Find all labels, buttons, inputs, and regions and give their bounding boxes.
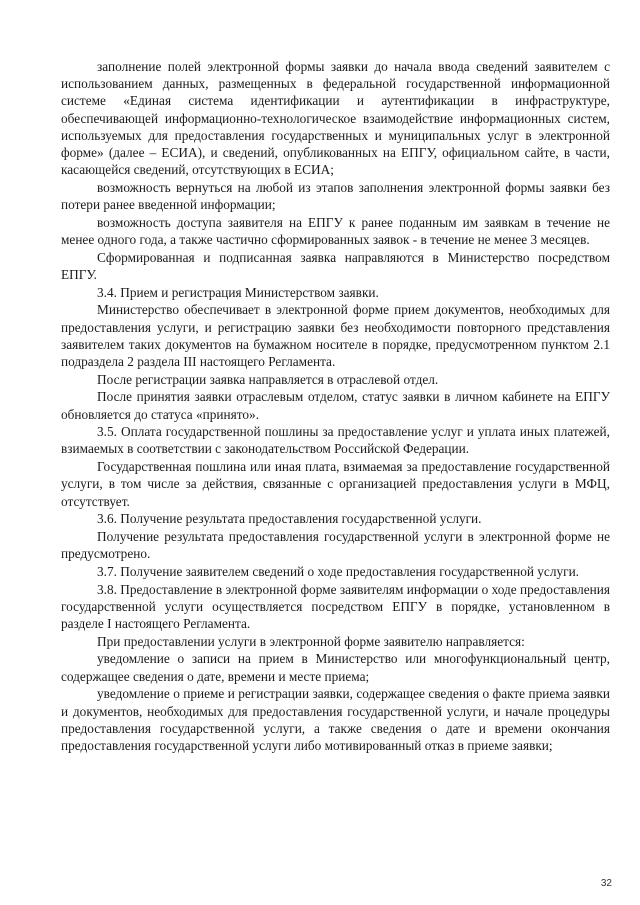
list-item: уведомление о записи на прием в Министерство или многофункциональный центр, содержащее сведения о дате, времени и месте приема;	[61, 651, 610, 684]
section-heading-3-4: 3.4. Прием и регистрация Министерством заявки.	[97, 284, 379, 300]
section-heading-3-5: 3.5. Оплата государственной пошлины за предоставление услуг и уплата иных платежей, взимаемых в соответствии с законодательством Российской Федерации.	[61, 424, 610, 457]
paragraph: Государственная пошлина или иная плата, взимаемая за предоставление государственной услуги, в том числе за действия, связанные с организацией предоставления услуги в МФЦ, отсутствует.	[61, 459, 610, 509]
section-heading-3-8: 3.8. Предоставление в электронной форме заявителям информации о ходе предоставления государственной услуги осуществляется посредством ЕПГУ в порядке, установленном в разделе I настоящего Регламента.	[61, 581, 610, 631]
paragraph: После принятия заявки отраслевым отделом, статус заявки в личном кабинете на ЕПГУ обновляется до статуса «принято».	[61, 389, 610, 422]
paragraph: возможность вернуться на любой из этапов заполнения электронной формы заявки без потери ранее введенной информации;	[61, 179, 610, 213]
document-body	[61, 58, 610, 755]
paragraph: Сформированная и подписанная заявка направляются в Министерство посредством ЕПГУ.	[61, 249, 610, 282]
section-heading-3-6: 3.6. Получение результата предоставления государственной услуги.	[97, 511, 482, 527]
paragraph: заполнение полей электронной формы заявки до начала ввода сведений заявителем с использованием данных, размещенных в федеральной государственной информационной системе «Единая система идентификации и аутентификации в инфраструктуре, обеспечивающей информационно-технологическое взаимодействие информационных систем, используемых для предоставления государственных и муниципальных услуг в электронной форме» (далее – ЕСИА), и сведений, опубликованных на ЕПГУ, официальном сайте, в части, касающейся сведений, отсутствующих в ЕСИА;	[61, 59, 610, 178]
section-heading-3-7: 3.7. Получение заявителем сведений о ходе предоставления государственной услуги.	[97, 563, 580, 579]
paragraph: После регистрации заявка направляется в отраслевой отдел.	[97, 371, 439, 387]
list-item: уведомление о приеме и регистрации заявки, содержащее сведения о факте приема заявки и документов, необходимых для предоставления государственной услуги, и начале процедуры предоставления государственной услуги, а также сведения о дате и времени окончания предоставления государственной услуги либо мотивированный отказ в приеме заявки;	[61, 686, 610, 753]
paragraph: возможность доступа заявителя на ЕПГУ к ранее поданным им заявкам в течение не менее одного года, а также частично сформированных заявок - в течение не менее 3 месяцев.	[61, 214, 610, 248]
paragraph: Министерство обеспечивает в электронной форме прием документов, необходимых для предоставления услуги, и регистрацию заявки без необходимости повторного представления заявителем таких документов на бумажном носителе в порядке, предусмотренном пунктом 2.1 подраздела 2 раздела III настоящего Регламента.	[61, 302, 610, 369]
paragraph: При предоставлении услуги в электронной форме заявителю направляется:	[97, 633, 525, 649]
paragraph: Получение результата предоставления государственной услуги в электронной форме не предусмотрено.	[61, 528, 610, 562]
page-number: 32	[600, 878, 612, 889]
